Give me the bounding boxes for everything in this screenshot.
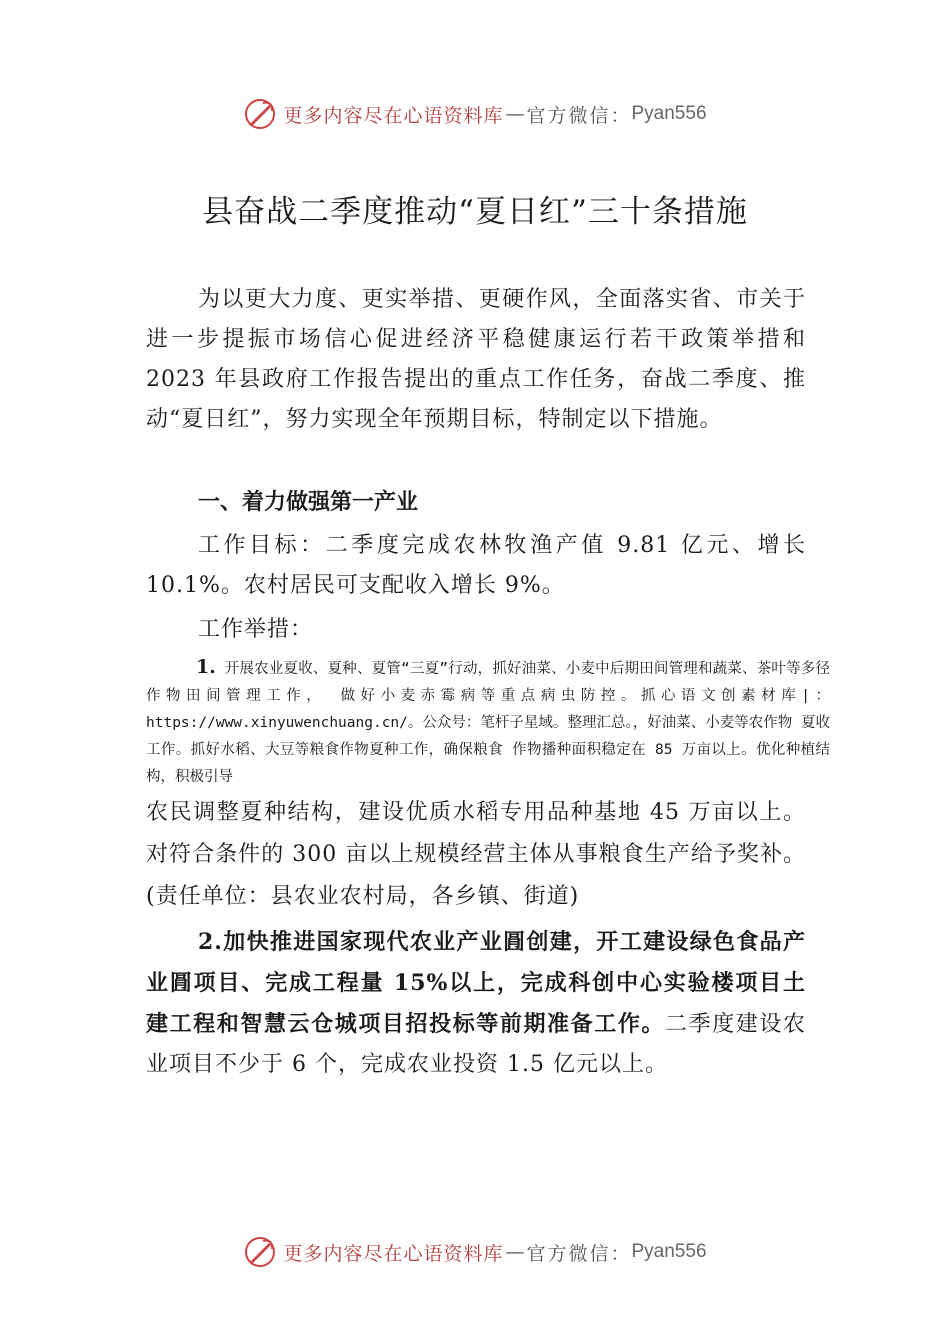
banner-separator: — <box>505 1241 525 1263</box>
banner-wechat-id: Pyan556 <box>631 103 707 124</box>
intro-paragraph: 为以更大力度、更实举措、更硬作风，全面落实省、市关于进一步提振市场信心促进经济平稳健康运行若干政策举措和 2023 年县政府工作报告提出的重点工作任务，奋战二季度、推动“夏日红”，努力实现全年预期目标，特制定以下措施。 <box>146 287 806 432</box>
quill-logo-icon <box>243 97 277 131</box>
section-heading: 一、着力做强第一产业 <box>198 489 419 515</box>
banner-wechat-id: Pyan556 <box>631 1241 707 1262</box>
banner-brand: 更多内容尽在心语资料库 <box>283 1242 504 1265</box>
measures-label: 工作举措： <box>198 617 314 642</box>
item1-continuation: 农民调整夏种结构，建设优质水稻专用品种基地 45 万亩以上。对符合条件的 300 亩以上规模经营主体从事粮食生产给予奖补。(责任单位：县农业农村局，各乡镇、街道) <box>146 800 806 909</box>
item1-small-text <box>146 654 830 791</box>
footer-banner <box>0 1232 950 1272</box>
item1-number: 1. <box>196 656 216 678</box>
item2-rest-text: 二季度建设农业项目不少于 6 个，完成农业投资 1.5 亿元以上。 <box>146 1012 806 1077</box>
item2-paragraph <box>146 922 806 1085</box>
quill-logo-icon <box>243 1235 277 1269</box>
goal-paragraph: 工作目标：二季度完成农林牧渔产值 9.81 亿元、增长 10.1%。农村居民可支配收入增长 9%。 <box>146 533 806 598</box>
banner-wechat-label: 官方微信： <box>526 104 632 127</box>
item1-body: 开展农业夏收、夏种、夏管“三夏”行动，抓好油菜、小麦中后期田间管理和蔬菜、茶叶等多径作物田间管理工作， 做好小麦赤霉病等重点病虫防控。抓心语文创素材库|：https://www.xinyuwenchuang.cn/。公众号：笔杆子星域。整理汇总。，好油菜、小麦等农作物 夏收工作。抓好水稻、大豆等粮食作物夏种工作，确保粮食 作物播种面积稳定在 85 万亩以上。优化种植结构，积极引导 <box>146 661 830 785</box>
header-banner <box>0 94 950 134</box>
banner-separator: — <box>505 103 525 125</box>
banner-wechat-label: 官方微信： <box>526 1242 632 1265</box>
banner-brand: 更多内容尽在心语资料库 <box>283 104 504 127</box>
item2-bold-text: 2.加快推进国家现代农业产业㘣创建，开工建设绿色食品产业㘣项目、完成工程量 15%以上，完成科创中心实验楼项目土建工程和智慧云仓城项目招投标等前期准备工作。 <box>146 929 806 1037</box>
document-title: 县奋战二季度推动“夏日红”三十条措施 <box>202 194 748 230</box>
